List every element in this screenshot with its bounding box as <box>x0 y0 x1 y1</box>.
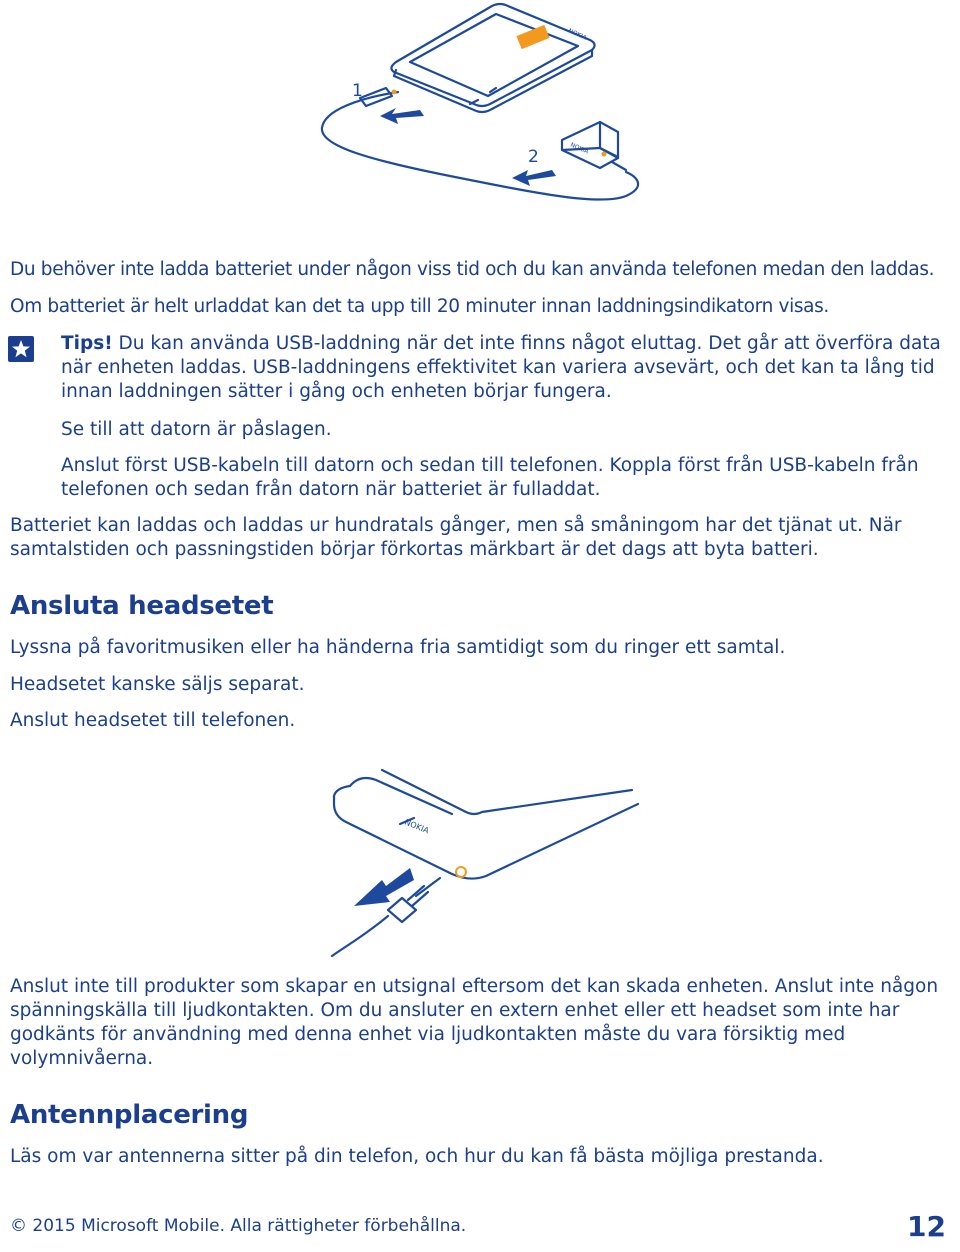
tip-step-2-line-2: telefonen och sedan från datorn när batteriet är fulladdat. <box>61 479 601 500</box>
tip-line-2: när enheten laddas. USB-laddningens effektivitet kan variera avsevärt, och det kan ta lång tid <box>61 357 935 378</box>
charging-line-1: Du behöver inte ladda batteriet under någon viss tid och du kan använda telefonen medan den laddas. <box>10 259 935 280</box>
brand-logo-headset-phone: NOKIA <box>403 817 431 836</box>
warning-line-2: spänningskälla till ljudkontakten. Om du ansluter en extern enhet eller ett headset som inte har <box>10 1000 900 1021</box>
brand-logo-charger: NOKIA <box>569 141 590 156</box>
antenna-heading: Antennplacering <box>10 1100 249 1130</box>
step-one-label: 1 <box>352 81 363 101</box>
headset-paragraph-2: Headsetet kanske säljs separat. <box>10 674 305 695</box>
charging-illustration <box>300 0 660 245</box>
tip-text-1: Du kan använda USB-laddning när det inte finns något eluttag. Det går att överföra data <box>118 333 941 354</box>
warning-line-1: Anslut inte till produkter som skapar en utsignal eftersom det kan skada enheten. Anslut inte någon <box>10 976 939 997</box>
charging-line-2: Om batteriet är helt urladdat kan det ta upp till 20 minuter innan laddningsindikatorn visas. <box>10 296 829 317</box>
warning-line-3: godkänts för användning med denna enhet via ljudkontakten måste du vara försiktig med <box>10 1024 846 1045</box>
brand-logo-phone: NOKIA <box>567 27 588 42</box>
tip-step-1: Se till att datorn är påslagen. <box>61 419 332 440</box>
footer-copyright: © 2015 Microsoft Mobile. Alla rättigheter förbehållna. <box>10 1216 467 1236</box>
headset-paragraph-3: Anslut headsetet till telefonen. <box>10 710 296 731</box>
step-two-label: 2 <box>528 147 539 167</box>
tip-step-2-line-1: Anslut först USB-kabeln till datorn och sedan till telefonen. Koppla först från USB-kabeln från <box>61 455 919 476</box>
antenna-paragraph-1: Läs om var antennerna sitter på din telefon, och hur du kan få bästa möjliga prestanda. <box>10 1146 824 1167</box>
battery-line-2: samtalstiden och passningstiden börjar förkortas märkbart är det dags att byta batteri. <box>10 539 819 560</box>
warning-line-4: volymnivåerna. <box>10 1048 154 1069</box>
headset-illustration <box>320 760 650 960</box>
battery-line-1: Batteriet kan laddas och laddas ur hundratals gånger, men så småningom har det tjänat ut. När <box>10 515 902 536</box>
tip-line-3: innan laddningen sätter i gång och enheten börjar fungera. <box>61 381 612 402</box>
headset-paragraph-1: Lyssna på favoritmusiken eller ha händerna fria samtidigt som du ringer ett samtal. <box>10 637 786 658</box>
tip-line-1 <box>61 332 941 356</box>
tip-label: Tips! <box>61 333 113 354</box>
star-icon <box>8 336 34 362</box>
headset-heading: Ansluta headsetet <box>10 591 274 621</box>
page-number: 12 <box>907 1210 946 1243</box>
